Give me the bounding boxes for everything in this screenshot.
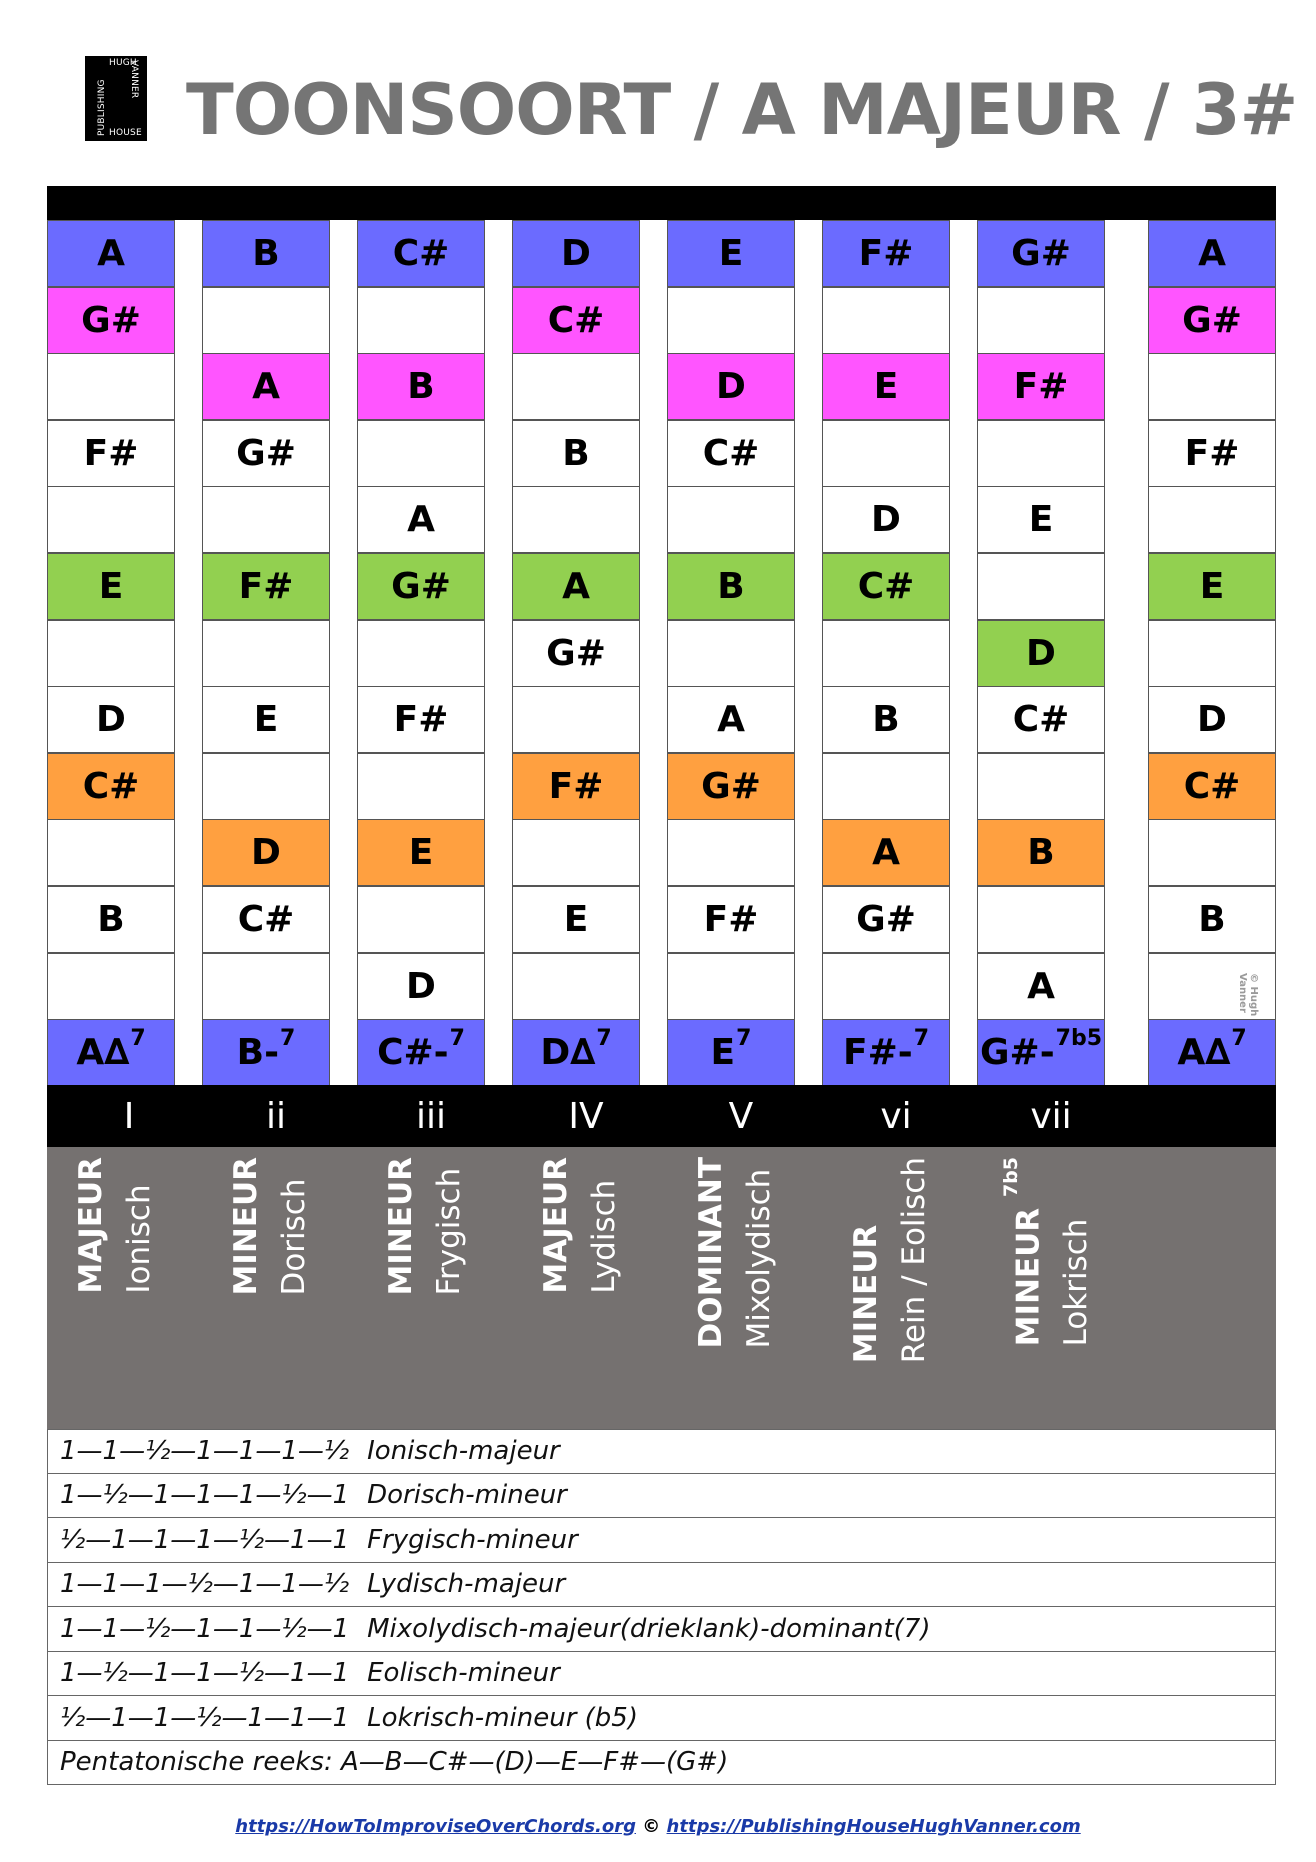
scale-steps: 1—½—1—1—1—½—1: [60, 1480, 350, 1511]
chord-quality-text: MINEUR: [1010, 1197, 1047, 1347]
note-cell: A: [977, 953, 1105, 1020]
footer-separator: ©: [636, 1816, 667, 1837]
scale-row: [47, 1563, 1276, 1608]
chord-cell: F#- $^7$: [822, 1019, 950, 1086]
chord-quality: [532, 1157, 580, 1294]
chord-cell: E $^7$: [667, 1019, 795, 1086]
note-cell: [977, 886, 1105, 953]
note-cell: B: [822, 686, 950, 753]
note-cell: A: [47, 220, 175, 287]
note-cell: [357, 886, 485, 953]
note-cell: D: [512, 220, 640, 287]
chord-extension: 7: [736, 1026, 752, 1051]
note-cell: [202, 620, 330, 687]
note-cell: [822, 620, 950, 687]
chord-extension: 7: [1231, 1026, 1247, 1051]
note-cell: [1148, 819, 1276, 886]
note-cell: D: [357, 953, 485, 1020]
mode-label: [67, 1157, 195, 1357]
roman-numeral: IV: [568, 1095, 604, 1137]
note-cell: [47, 486, 175, 553]
mode-label-text: [842, 1157, 938, 1363]
note-cell: C#: [202, 886, 330, 953]
chord-extension: 7: [596, 1026, 612, 1051]
note-cell: C#: [512, 287, 640, 354]
footer: [0, 1816, 1316, 1837]
note-cell: G#: [1148, 287, 1276, 354]
note-cell: F#: [512, 753, 640, 820]
note-cell: G#: [47, 287, 175, 354]
note-cell: [47, 819, 175, 886]
note-cell: [512, 353, 640, 420]
roman-numeral: vii: [1030, 1095, 1072, 1137]
note-cell: [47, 353, 175, 420]
note-cell: D: [1148, 686, 1276, 753]
roman-numeral: V: [728, 1095, 754, 1137]
note-cell: [977, 553, 1105, 620]
chord-quality: [687, 1157, 735, 1349]
mode-label: [842, 1157, 970, 1364]
chord-quality: [222, 1157, 270, 1296]
scale-steps: 1—1—½—1—1—1—½: [60, 1436, 350, 1467]
scale-name: Lydisch-majeur: [367, 1569, 566, 1600]
note-cell: D: [667, 353, 795, 420]
note-cell: C#: [47, 753, 175, 820]
chord-extension: 7: [913, 1026, 929, 1051]
mode-label-text: [532, 1157, 628, 1294]
scale-steps: 1—1—½—1—1—½—1: [60, 1613, 350, 1644]
mode-label: [222, 1157, 350, 1357]
mode-name: Mixolydisch: [741, 1168, 777, 1349]
logo-text-vanner: VANNER: [129, 60, 139, 99]
note-cell: A: [202, 353, 330, 420]
note-cell: [47, 620, 175, 687]
note-cell: [202, 486, 330, 553]
note-cell: [357, 620, 485, 687]
mode-label-text: [377, 1157, 473, 1296]
note-cell: [357, 420, 485, 487]
chord-extension: 7: [449, 1026, 465, 1051]
note-cell: A: [1148, 220, 1276, 287]
scale-steps: 1—1—1—½—1—1—½: [60, 1569, 350, 1600]
note-cell: [1148, 486, 1276, 553]
scale-name: Ionisch-majeur: [367, 1436, 560, 1467]
pentatonic-row: Pentatonische reeks: A—B—C#—(D)—E—F#—(G#): [47, 1741, 1276, 1786]
chord-cell: A∆ $^7$: [47, 1019, 175, 1086]
note-cell: [667, 819, 795, 886]
note-cell: [47, 953, 175, 1020]
chord-quality-text: MAJEUR: [73, 1157, 109, 1294]
note-cell: [357, 753, 485, 820]
chord-quality: [842, 1225, 890, 1364]
mode-name: Rein / Eolisch: [896, 1157, 932, 1364]
page-title: TOONSOORT / A MAJEUR / 3#: [186, 69, 1298, 151]
scale-name: Mixolydisch-majeur(drieklank)-dominant(7): [367, 1613, 931, 1644]
chord-quality-text: DOMINANT: [693, 1157, 729, 1349]
note-cell: [667, 287, 795, 354]
chord-quality-text: MINEUR: [848, 1224, 884, 1364]
chord-extension: 7b5: [1055, 1026, 1103, 1051]
note-cell: B: [512, 420, 640, 487]
note-cell: F#: [822, 220, 950, 287]
logo-text-publishing: PUBLISHING: [97, 79, 107, 136]
chord-extension: 7: [280, 1026, 296, 1051]
note-cell: F#: [47, 420, 175, 487]
note-cell: G#: [512, 620, 640, 687]
note-cell: B: [357, 353, 485, 420]
publisher-logo: [85, 56, 147, 141]
scale-name: Frygisch-mineur: [367, 1524, 578, 1555]
note-cell: F#: [202, 553, 330, 620]
note-cell: [667, 953, 795, 1020]
chord-cell: B- $^7$: [202, 1019, 330, 1086]
note-cell: [822, 287, 950, 354]
mode-name: Frygisch: [431, 1167, 467, 1296]
note-cell: E: [822, 353, 950, 420]
note-cell: G#: [357, 553, 485, 620]
note-cell: [822, 753, 950, 820]
note-cell: [1148, 353, 1276, 420]
mode-name: Dorisch: [276, 1178, 312, 1296]
chord-quality: [67, 1157, 115, 1294]
mode-label: [377, 1157, 505, 1357]
chord-extension: 7: [130, 1026, 146, 1051]
note-cell: [822, 420, 950, 487]
note-cell: C#: [357, 220, 485, 287]
note-cell: E: [202, 686, 330, 753]
note-cell: [977, 287, 1105, 354]
mode-label: [687, 1157, 815, 1357]
scale-row: [47, 1474, 1276, 1519]
note-cell: [667, 620, 795, 687]
chord-cell: A∆ $^7$: [1148, 1019, 1276, 1086]
scale-name: Lokrisch-mineur (b5): [367, 1702, 638, 1733]
mode-label-text: [687, 1157, 783, 1349]
note-cell: [357, 287, 485, 354]
chord-quality-extension: 7b5: [1000, 1157, 1022, 1198]
note-cell: C#: [977, 686, 1105, 753]
chord-quality: [997, 1157, 1052, 1346]
note-cell: E: [1148, 553, 1276, 620]
chord-cell: D∆ $^7$: [512, 1019, 640, 1086]
note-cell: [202, 753, 330, 820]
note-cell: D: [822, 486, 950, 553]
mode-name: Lydisch: [586, 1179, 622, 1294]
logo-text-house: HOUSE: [109, 128, 142, 138]
note-cell: G#: [202, 420, 330, 487]
copyright-stamp: © Hugh Vanner: [1237, 973, 1259, 1017]
roman-numeral: I: [123, 1095, 135, 1137]
roman-numeral: vi: [880, 1095, 912, 1137]
chord-quality-text: MAJEUR: [538, 1157, 574, 1294]
note-cell: [977, 753, 1105, 820]
header-bar: [47, 186, 1276, 220]
logo-text-hugh: HUGH: [109, 58, 137, 68]
note-cell: D: [47, 686, 175, 753]
scale-row: [47, 1696, 1276, 1741]
chord-quality-text: MINEUR: [228, 1157, 264, 1296]
mode-label: [532, 1157, 660, 1357]
scale-row: [47, 1518, 1276, 1563]
mode-label: [997, 1157, 1125, 1357]
scale-name: Dorisch-mineur: [367, 1480, 567, 1511]
note-cell: G#: [977, 220, 1105, 287]
note-cell: E: [977, 486, 1105, 553]
note-cell: [512, 486, 640, 553]
note-cell: [822, 953, 950, 1020]
note-cell: D: [977, 620, 1105, 687]
note-cell: [1148, 620, 1276, 687]
note-cell: C#: [822, 553, 950, 620]
note-cell: B: [47, 886, 175, 953]
chord-quality-text: MINEUR: [383, 1157, 419, 1296]
chord-cell: C#- $^7$: [357, 1019, 485, 1086]
note-cell: G#: [667, 753, 795, 820]
roman-numeral: ii: [265, 1095, 286, 1137]
note-cell: [667, 486, 795, 553]
note-cell: F#: [357, 686, 485, 753]
scale-row: [47, 1429, 1276, 1474]
note-cell: A: [667, 686, 795, 753]
note-cell: G#: [822, 886, 950, 953]
note-cell: B: [1148, 886, 1276, 953]
note-cell: C#: [1148, 753, 1276, 820]
note-cell: B: [667, 553, 795, 620]
note-cell: E: [357, 819, 485, 886]
note-cell: D: [202, 819, 330, 886]
note-cell: B: [977, 819, 1105, 886]
note-cell: F#: [1148, 420, 1276, 487]
mode-label-text: [67, 1157, 163, 1294]
mode-name: Ionisch: [121, 1184, 157, 1294]
note-cell: A: [357, 486, 485, 553]
note-cell: [512, 819, 640, 886]
scale-row: [47, 1652, 1276, 1697]
note-cell: F#: [667, 886, 795, 953]
note-cell: [202, 953, 330, 1020]
note-cell: [977, 420, 1105, 487]
chord-cell: G#- $^{7b5}$: [977, 1019, 1105, 1086]
note-cell: A: [822, 819, 950, 886]
scale-steps: 1—½—1—1—½—1—1: [60, 1658, 350, 1689]
note-cell: B: [202, 220, 330, 287]
chord-quality: [377, 1157, 425, 1296]
roman-numeral: iii: [415, 1095, 446, 1137]
mode-label-text: [222, 1157, 318, 1296]
scale-steps: ½—1—1—½—1—1—1: [60, 1702, 350, 1733]
note-cell: [202, 287, 330, 354]
note-cell: F#: [977, 353, 1105, 420]
note-cell: C#: [667, 420, 795, 487]
mode-label-text: [997, 1157, 1100, 1346]
note-cell: [512, 686, 640, 753]
mode-name: Lokrisch: [1058, 1218, 1095, 1347]
note-cell: E: [667, 220, 795, 287]
scale-name: Eolisch-mineur: [367, 1658, 560, 1689]
scale-steps: ½—1—1—1—½—1—1: [60, 1524, 350, 1555]
note-cell: A: [512, 553, 640, 620]
note-cell: E: [47, 553, 175, 620]
scale-table: [47, 1429, 1276, 1785]
scale-row: [47, 1607, 1276, 1652]
note-cell: E: [512, 886, 640, 953]
footer-link-improvise[interactable]: https://HowToImproviseOverChords.org: [235, 1816, 636, 1837]
note-cell: [512, 953, 640, 1020]
footer-link-publishing-house[interactable]: https://PublishingHouseHughVanner.com: [666, 1816, 1081, 1837]
